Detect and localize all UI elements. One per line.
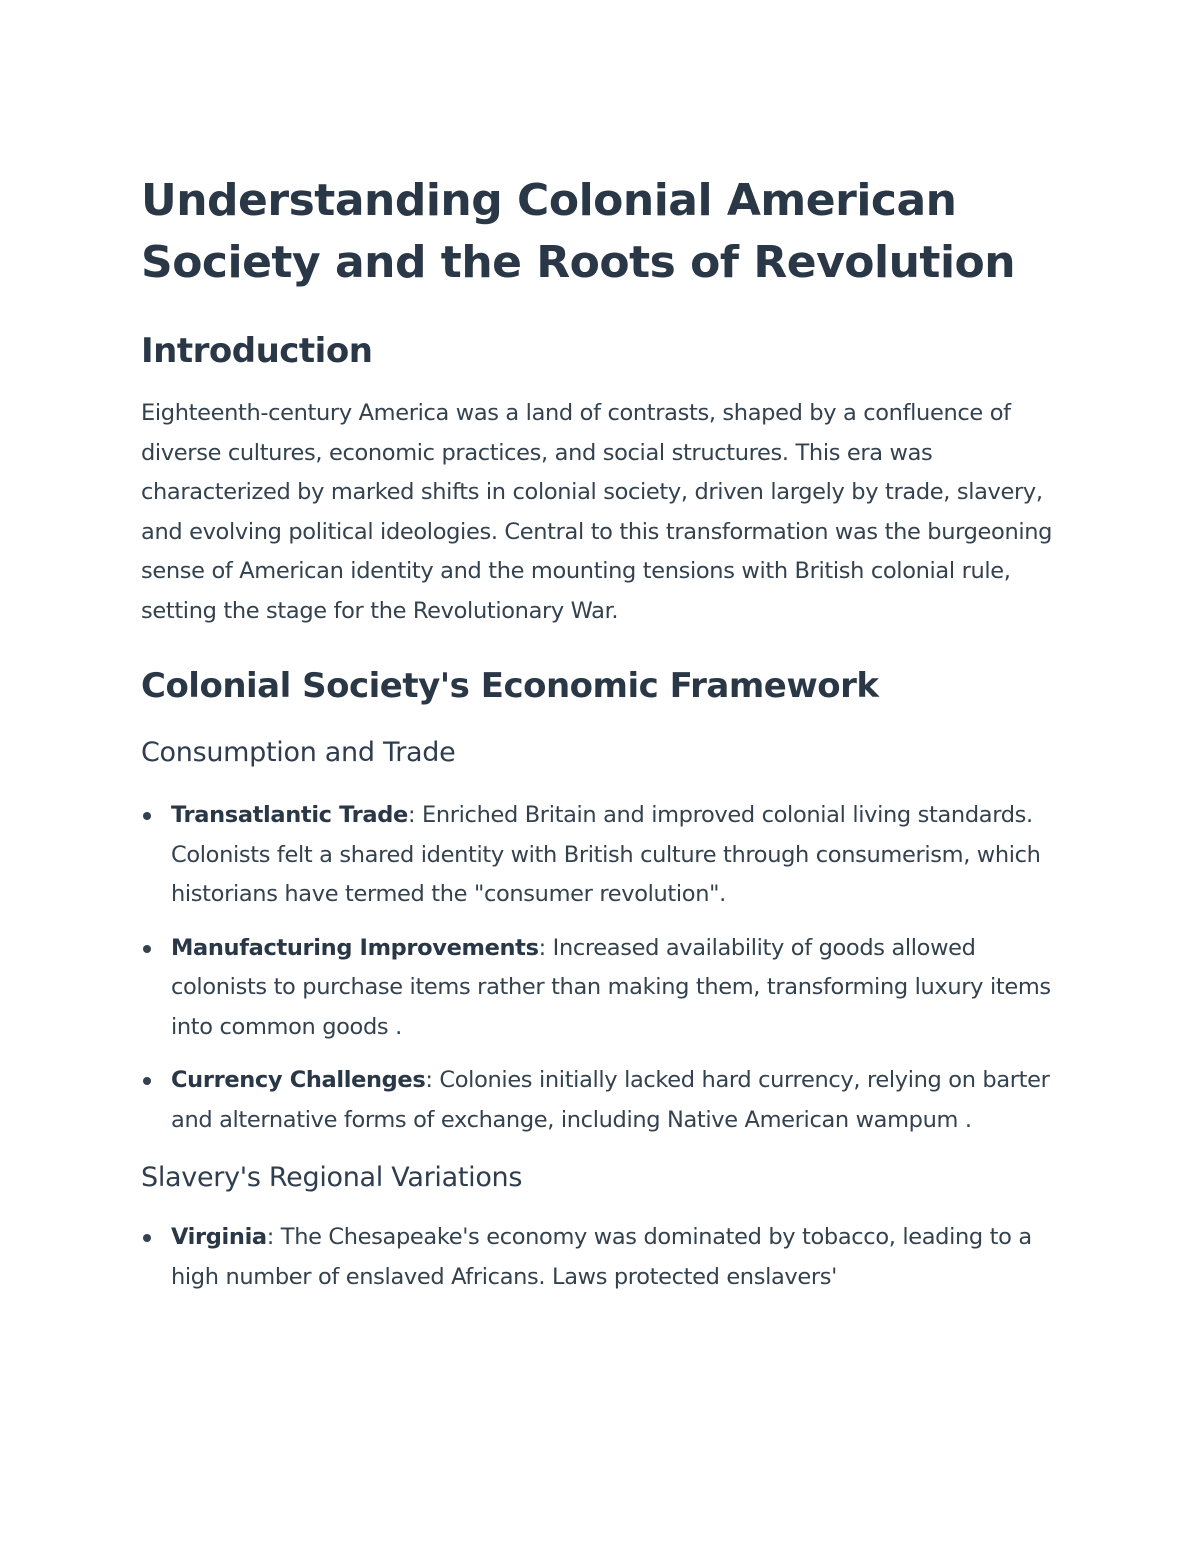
list-item [141,796,1061,915]
list-item-text: : Enriched Britain and improved colonial living standards. Colonists felt a shared identity with British culture through consumerism, which historians have termed the "consumer revolution". [171,802,1041,907]
list-item-term: Currency Challenges [171,1067,426,1093]
list-item-term: Transatlantic Trade [171,802,408,828]
bullet-icon [143,945,151,953]
list-item [141,929,1061,1048]
list-item-text: : Colonies initially lacked hard currency, relying on barter and alternative forms of exchange, including Native American wampum . [171,1067,1050,1133]
list-item-term: Virginia [171,1224,267,1250]
bullet-icon [143,1077,151,1085]
subsection-heading-consumption: Consumption and Trade [141,737,456,768]
bullet-icon [143,812,151,820]
document-page [141,170,1061,1311]
slavery-list [141,1218,1061,1297]
section-heading-economic-framework: Colonial Society's Economic Framework [141,666,879,706]
introduction-paragraph: Eighteenth-century America was a land of contrasts, shaped by a confluence of diverse cultures, economic practices, and social structures. This era was characterized by marked shifts in colonial society, driven largely by trade, slavery, and evolving political ideologies. Central to this transformation was the burgeoning sense of American identity and the mounting tensions with British colonial rule, setting the stage for the Revolutionary War. [141,400,1053,624]
document-title: Understanding Colonial American Society and the Roots of Revolution [141,175,1016,288]
list-item [141,1061,1061,1140]
bullet-icon [143,1234,151,1242]
consumption-list [141,796,1061,1140]
list-item-text: : The Chesapeake's economy was dominated by tobacco, leading to a high number of enslaved Africans. Laws protected enslavers' [171,1224,1032,1290]
subsection-heading-slavery: Slavery's Regional Variations [141,1162,523,1193]
section-heading-introduction: Introduction [141,331,373,371]
list-item-text: : Increased availability of goods allowed colonists to purchase items rather than making them, transforming luxury items into common goods . [171,934,1051,1040]
list-item [141,1218,1061,1297]
list-item-term: Manufacturing Improvements [171,934,539,961]
